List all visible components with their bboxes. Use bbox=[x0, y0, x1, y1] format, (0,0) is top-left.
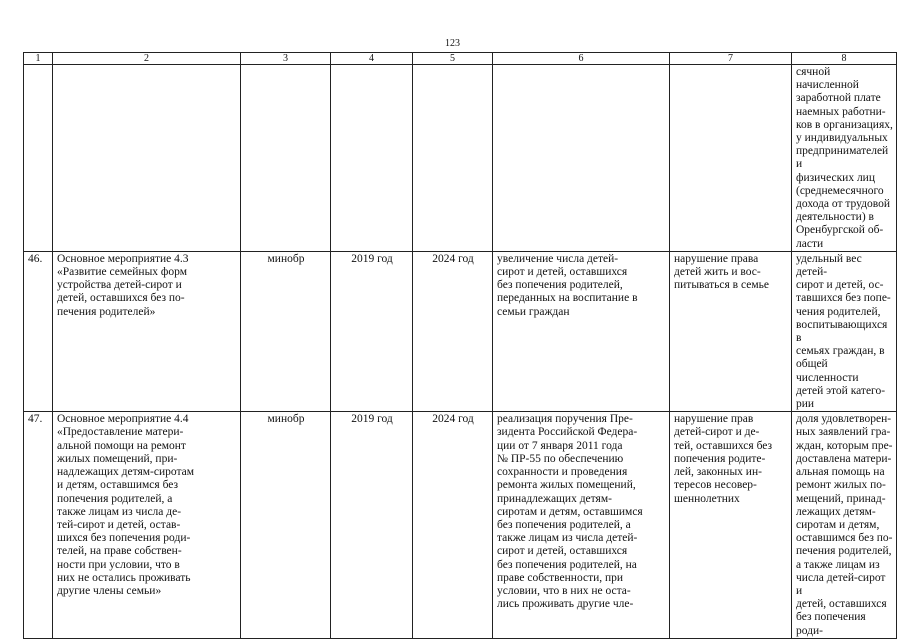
consequences-cell bbox=[670, 65, 792, 252]
expected-result-cell: увеличение числа детей- сирот и детей, оставшихся без попечения родителей, переданных на воспитание в семьи граждан bbox=[493, 251, 670, 411]
start-year-cell bbox=[331, 65, 413, 252]
measure-cell bbox=[53, 65, 241, 252]
header-cell-6: 6 bbox=[493, 53, 670, 65]
table-row bbox=[24, 412, 897, 638]
expected-result-cell: реализация поручения Пре- зидента Российской Федера- ции от 7 января 2011 года № ПР-55 по обеспечению сохранности и проведения ремонта жилых помещений, принадлежащих детям- сиротам и детям, оставшимся без попечения родителей, а также лицам из числа детей- сирот и детей, оставшихся без попечения родителей, на праве собственности, при условии, что в них не оста- лись проживать другие чле- bbox=[493, 412, 670, 638]
executor-cell bbox=[241, 65, 331, 252]
start-year-cell: 2019 год bbox=[331, 412, 413, 638]
table-header-row bbox=[24, 53, 897, 65]
header-cell-7: 7 bbox=[670, 53, 792, 65]
expected-result-cell bbox=[493, 65, 670, 252]
page-number: 123 bbox=[445, 38, 460, 49]
header-cell-8: 8 bbox=[792, 53, 897, 65]
row-number-cell bbox=[24, 65, 53, 252]
indicator-cell: удельный вес детей- сирот и детей, ос- тавшихся без попе- чения родителей, воспитывающихся в семьях граждан, в общей численности детей этой катего- рии bbox=[792, 251, 897, 411]
table-row bbox=[24, 65, 897, 252]
row-number-cell: 47. bbox=[24, 412, 53, 638]
header-cell-4: 4 bbox=[331, 53, 413, 65]
indicator-cell: доля удовлетворен- ных заявлений гра- ждан, которым пре- доставлена матери- альная помощь на ремонт жилых по- мещений, принад- лежащих детям- сиротам и детям, оставшимся без по- печения родителей, а также лицам из числа детей-сирот и детей, оставшихся без попечения роди- bbox=[792, 412, 897, 638]
end-year-cell bbox=[413, 65, 493, 252]
row-number-cell: 46. bbox=[24, 251, 53, 411]
end-year-cell: 2024 год bbox=[413, 412, 493, 638]
header-cell-5: 5 bbox=[413, 53, 493, 65]
start-year-cell: 2019 год bbox=[331, 251, 413, 411]
measure-cell: Основное мероприятие 4.4 «Предоставление матери- альной помощи на ремонт жилых помещений, при- надлежащих детям-сиротам и детям, оставшимся без попечения родителей, а также лицам из числа де- тей-сирот и детей, остав- шихся без попечения роди- телей, на праве собствен- ности при условии, что в них не остались проживать другие члены семьи» bbox=[53, 412, 241, 638]
table-row bbox=[24, 251, 897, 411]
indicator-cell: сячной начисленной заработной плате наемных работни- ков в организациях, у индивидуальных предпринимателей и физических лиц (среднемесячного дохода от трудовой деятельности) в Оренбургской об- ласти bbox=[792, 65, 897, 252]
document-table bbox=[23, 52, 897, 639]
consequences-cell: нарушение права детей жить и вос- питываться в семье bbox=[670, 251, 792, 411]
end-year-cell: 2024 год bbox=[413, 251, 493, 411]
consequences-cell: нарушение прав детей-сирот и де- тей, оставшихся без попечения родите- лей, законных ин- тересов несовер- шеннолетних bbox=[670, 412, 792, 638]
measure-cell: Основное мероприятие 4.3 «Развитие семейных форм устройства детей-сирот и детей, оставшихся без по- печения родителей» bbox=[53, 251, 241, 411]
header-cell-1: 1 bbox=[24, 53, 53, 65]
header-cell-2: 2 bbox=[53, 53, 241, 65]
executor-cell: минобр bbox=[241, 412, 331, 638]
executor-cell: минобр bbox=[241, 251, 331, 411]
header-cell-3: 3 bbox=[241, 53, 331, 65]
